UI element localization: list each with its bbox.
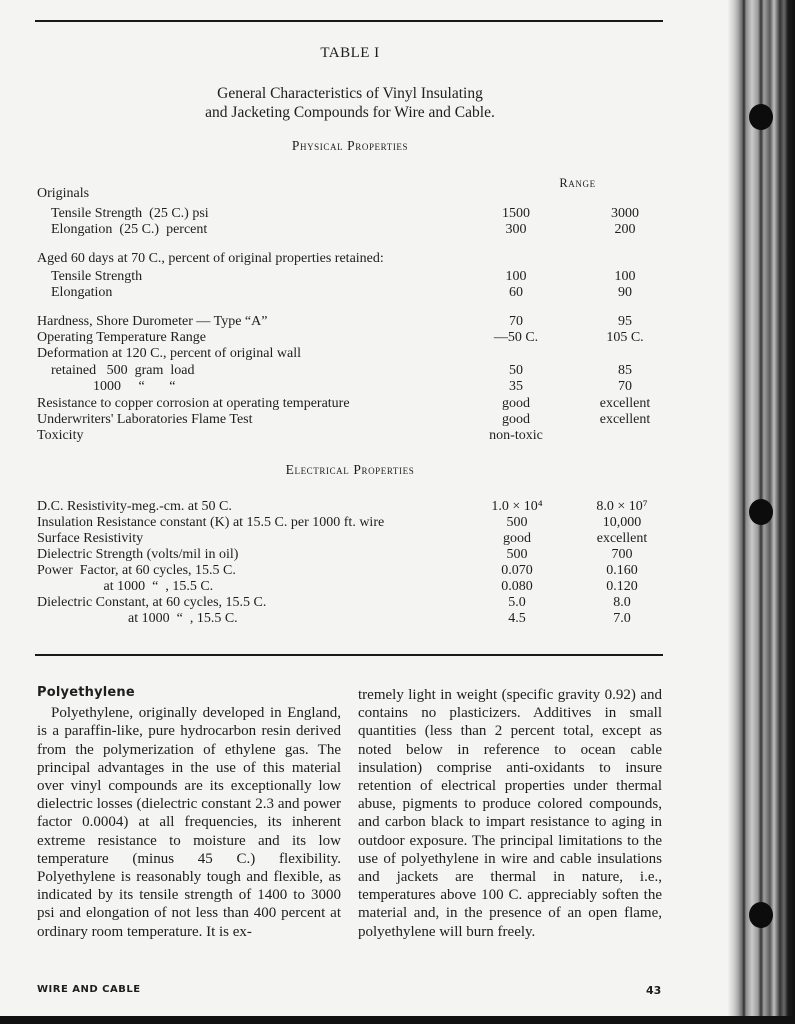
page-number: 43 bbox=[646, 984, 662, 997]
top-rule bbox=[35, 20, 663, 22]
table-row bbox=[0, 205, 700, 222]
table-row bbox=[0, 498, 700, 515]
range-min: 0.070 bbox=[501, 563, 533, 578]
binder-hole-icon bbox=[749, 499, 773, 525]
article-paragraph-continued: tremely light in weight (specific gravity 0.92) and contains no plasticizers. Additives in small quantities (less than 2 percent total, except as noted below in reference to ocean cable insulation) comprise anti-oxidants to insure retention of electrical properties under thermal abuse, pigments to produce colored compounds, and carbon black to impart resistance to aging in outdoor exposure. The principal limitations to the use of polyethylene in wire and cable insulations and jackets are thermal in nature, i.e., temperatures above 100 C. appreciably soften the material and, in the presence of an open flame, polyethylene will burn freely. bbox=[358, 687, 662, 940]
electrical-properties-heading: Electrical Properties bbox=[285, 462, 415, 477]
binder-hole-icon bbox=[749, 104, 773, 130]
table-row bbox=[0, 530, 700, 547]
range-max: 70 bbox=[618, 379, 632, 394]
row-label: Deformation at 120 C., percent of original wall bbox=[37, 346, 301, 361]
table-row bbox=[0, 378, 700, 395]
table-caption bbox=[160, 84, 540, 122]
article-right-column bbox=[358, 686, 662, 941]
row-label: Originals bbox=[37, 186, 90, 201]
table-row bbox=[0, 610, 700, 627]
range-min: 50 bbox=[509, 363, 523, 378]
table-row bbox=[0, 362, 700, 379]
range-min: 500 bbox=[506, 515, 528, 530]
row-label: at 1000 “ , 15.5 C. bbox=[37, 611, 238, 626]
range-min: good bbox=[502, 412, 530, 427]
caption-line-2: and Jacketing Compounds for Wire and Cable. bbox=[205, 104, 495, 121]
range-min: 500 bbox=[506, 547, 528, 562]
table-row bbox=[0, 221, 700, 238]
range-max: 10,000 bbox=[602, 515, 642, 530]
range-min: non-toxic bbox=[489, 428, 543, 443]
binder-hole-icon bbox=[749, 902, 773, 928]
row-label: Operating Temperature Range bbox=[37, 330, 207, 345]
range-min: 35 bbox=[509, 379, 523, 394]
row-label: Tensile Strength (25 C.) psi bbox=[51, 206, 209, 221]
row-label: D.C. Resistivity-meg.-cm. at 50 C. bbox=[37, 499, 232, 514]
table-row bbox=[0, 514, 700, 531]
range-max: 0.120 bbox=[606, 579, 638, 594]
article-heading: Polyethylene bbox=[37, 685, 135, 700]
row-label: Elongation (25 C.) percent bbox=[51, 222, 208, 237]
range-min: 4.5 bbox=[508, 611, 526, 626]
table-row bbox=[0, 284, 700, 301]
range-max: 8.0 × 10⁷ bbox=[596, 499, 648, 514]
range-max: 3000 bbox=[611, 206, 639, 221]
row-label: Surface Resistivity bbox=[37, 531, 144, 546]
row-label: Tensile Strength bbox=[51, 269, 143, 284]
range-max: 700 bbox=[611, 547, 633, 562]
table-row bbox=[0, 546, 700, 563]
range-max: excellent bbox=[599, 412, 651, 427]
table-row bbox=[0, 411, 700, 428]
row-label: retained 500 gram load bbox=[51, 363, 195, 378]
range-max: 7.0 bbox=[613, 611, 631, 626]
range-column-header: Range bbox=[559, 176, 596, 190]
table-row bbox=[0, 578, 700, 595]
row-label: Hardness, Shore Durometer — Type “A” bbox=[37, 314, 268, 329]
table-row bbox=[0, 594, 700, 611]
table-row bbox=[0, 562, 700, 579]
range-max: 100 bbox=[614, 269, 636, 284]
article-left-column bbox=[37, 684, 341, 941]
row-label: Dielectric Strength (volts/mil in oil) bbox=[37, 547, 239, 562]
table-row bbox=[0, 185, 700, 202]
article-paragraph: Polyethylene, originally developed in England, is a paraffin-like, pure hydrocarbon resin derived from the polymerization of ethylene gas. The principal advantages in the use of this material over vinyl compounds are its exceptionally low dielectric losses (dielectric constant 2.3 and power factor 0.0004) at all frequencies, its inherent extreme resistance to moisture and its low temperature (minus 45 C.) flexibility. Polyethylene is reasonably tough and flexible, as indicated by its tensile strength of 1400 to 3000 psi and elongation of not less than 400 percent at ordinary room temperature. It is ex- bbox=[37, 705, 341, 940]
row-label: Aged 60 days at 70 C., percent of original properties retained: bbox=[37, 251, 384, 266]
range-min: —50 C. bbox=[493, 330, 539, 345]
row-label: Insulation Resistance constant (K) at 15.5 C. per 1000 ft. wire bbox=[37, 515, 385, 530]
range-min: 1.0 × 10⁴ bbox=[491, 499, 543, 514]
range-min: 100 bbox=[505, 269, 527, 284]
row-label: Underwriters' Laboratories Flame Test bbox=[37, 412, 253, 427]
table-row bbox=[0, 268, 700, 285]
range-min: 300 bbox=[505, 222, 527, 237]
row-label: Elongation bbox=[51, 285, 113, 300]
table-row bbox=[0, 427, 700, 444]
row-label: Power Factor, at 60 cycles, 15.5 C. bbox=[37, 563, 236, 578]
caption-line-1: General Characteristics of Vinyl Insulating bbox=[217, 85, 483, 102]
row-label: at 1000 “ , 15.5 C. bbox=[37, 579, 214, 594]
table-row bbox=[0, 395, 700, 412]
range-max: 85 bbox=[618, 363, 632, 378]
row-label: Dielectric Constant, at 60 cycles, 15.5 C. bbox=[37, 595, 267, 610]
range-max: 105 C. bbox=[606, 330, 644, 345]
table-row bbox=[0, 313, 700, 330]
row-label: Toxicity bbox=[37, 428, 84, 443]
section-divider-rule bbox=[35, 654, 663, 656]
physical-properties-heading: Physical Properties bbox=[291, 138, 409, 153]
page-bottom-edge bbox=[0, 1016, 795, 1024]
table-row bbox=[0, 329, 700, 346]
range-min: 5.0 bbox=[508, 595, 526, 610]
range-max: 8.0 bbox=[613, 595, 631, 610]
range-min: good bbox=[502, 396, 530, 411]
range-max: excellent bbox=[599, 396, 651, 411]
range-max: 95 bbox=[618, 314, 632, 329]
row-label: Resistance to copper corrosion at operating temperature bbox=[37, 396, 350, 411]
row-label: 1000 “ “ bbox=[51, 379, 176, 394]
range-min: 0.080 bbox=[501, 579, 533, 594]
range-max: 90 bbox=[618, 285, 632, 300]
table-row bbox=[0, 250, 700, 267]
range-min: good bbox=[503, 531, 531, 546]
running-footer-title: WIRE AND CABLE bbox=[37, 984, 141, 995]
range-max: 0.160 bbox=[606, 563, 638, 578]
table-row bbox=[0, 345, 700, 362]
table-title: TABLE I bbox=[320, 45, 380, 61]
range-max: excellent bbox=[596, 531, 648, 546]
range-max: 200 bbox=[614, 222, 636, 237]
range-min: 1500 bbox=[502, 206, 530, 221]
range-min: 60 bbox=[509, 285, 523, 300]
range-min: 70 bbox=[509, 314, 523, 329]
